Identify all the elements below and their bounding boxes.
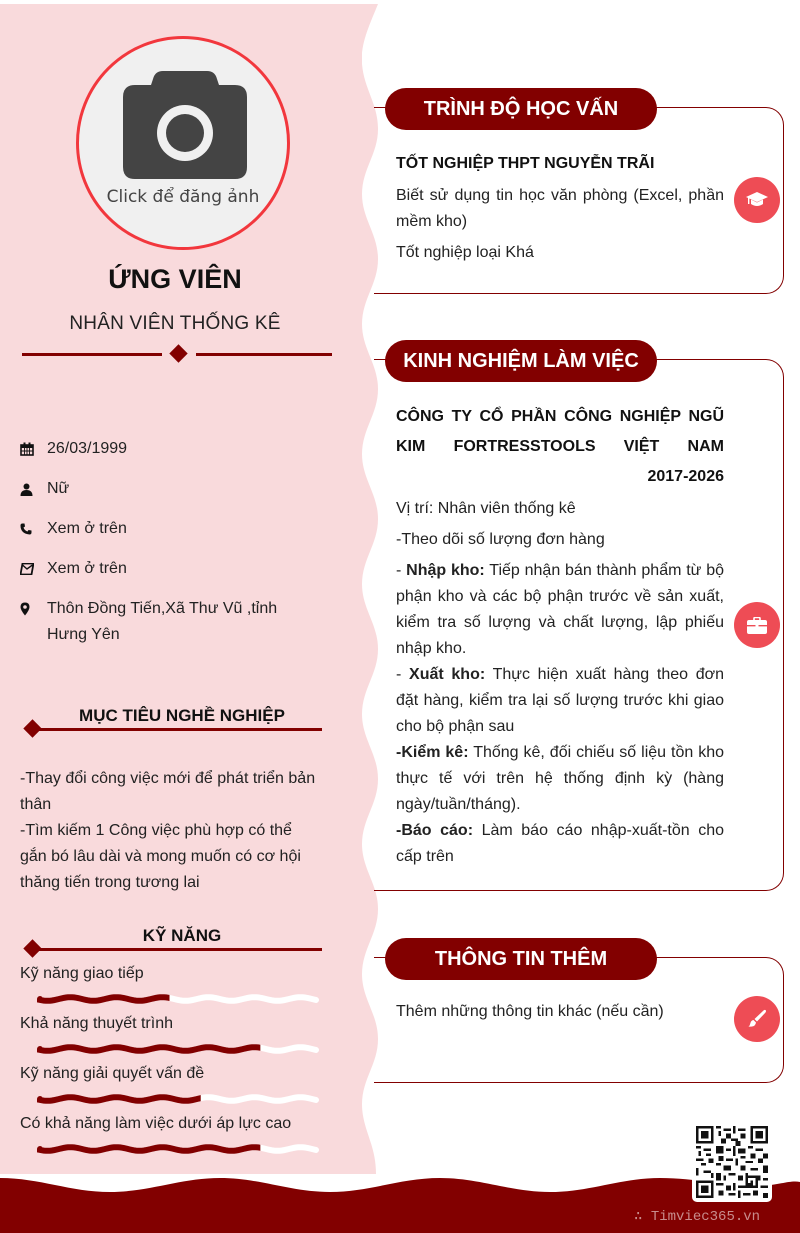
objective-text[interactable] [20, 766, 320, 896]
contact-value: Xem ở trên [47, 520, 127, 537]
skill-item[interactable] [20, 1112, 320, 1162]
experience-role: Vị trí: Nhân viên thống kê [396, 500, 576, 517]
skill-item[interactable] [20, 1062, 320, 1112]
objective-title: MỤC TIÊU NGHỀ NGHIỆP [79, 706, 285, 725]
avatar-upload[interactable] [76, 36, 290, 250]
skill-item[interactable] [20, 962, 320, 1012]
candidate-name[interactable]: ỨNG VIÊN [108, 264, 242, 294]
skill-item[interactable] [20, 1012, 320, 1062]
camera-icon [123, 71, 247, 179]
experience-heading: KINH NGHIỆM LÀM VIỆC [385, 340, 657, 382]
experience-period: 2017-2026 [647, 468, 724, 485]
duty-item: -Kiểm kê: Thống kê, đối chiếu số liệu tồn kho thực tế với trên hệ thống định kỳ (hàng ngày/tuần/tháng). [396, 744, 724, 813]
skill-name: Kỹ năng giải quyết vấn đề [20, 1065, 205, 1082]
education-line: Biết sử dụng tin học văn phòng (Excel, phần mềm kho) [396, 187, 724, 230]
skills-heading [22, 926, 322, 956]
additional-content[interactable]: Thêm những thông tin khác (nếu cần) [396, 1003, 664, 1020]
envelope-icon [20, 556, 47, 582]
qr-code[interactable] [692, 1122, 772, 1202]
skill-level-bar[interactable] [36, 1044, 320, 1054]
calendar-icon [20, 436, 47, 462]
skill-name: Có khả năng làm việc dưới áp lực cao [20, 1115, 292, 1132]
duty-label: Nhập kho: [406, 562, 485, 579]
duty-label: -Kiểm kê: [396, 744, 469, 761]
contact-phone[interactable] [20, 516, 320, 542]
education-line: Tốt nghiệp loại Khá [396, 244, 534, 261]
contact-value: Nữ [47, 480, 70, 497]
duty-label: -Báo cáo: [396, 822, 474, 839]
objective-line: -Thay đổi công việc mới để phát triển bản thân [20, 770, 316, 813]
skills-title: KỸ NĂNG [142, 926, 222, 945]
paint-brush-icon[interactable] [734, 996, 780, 1042]
contact-value: Xem ở trên [47, 560, 127, 577]
briefcase-icon[interactable] [734, 602, 780, 648]
qr-code-icon [696, 1126, 768, 1198]
skill-level-bar[interactable] [36, 1144, 320, 1154]
experience-company[interactable] [396, 402, 724, 492]
company-name: CÔNG TY CỔ PHẦN CÔNG NGHIỆP NGŨ KIM FORTRESSTOOLS VIỆT NAM [396, 408, 724, 455]
diamond-icon [23, 719, 41, 737]
contact-value: 26/03/1999 [47, 440, 128, 457]
skill-level-bar[interactable] [36, 994, 320, 1004]
graduation-cap-icon[interactable] [734, 177, 780, 223]
objective-heading [22, 706, 322, 736]
name-divider [22, 346, 332, 362]
duty-item: - Nhập kho: Tiếp nhận bán thành phẩm từ bộ phận kho và các bộ phận trước về sản xuất, kiểm tra số lượng và chất lượng, lập phiếu nhập kho. [396, 562, 725, 657]
skills-list [20, 962, 320, 1162]
avatar-upload-label: Click để đăng ảnh [106, 187, 260, 207]
duty-label: Xuất kho: [409, 666, 486, 683]
contact-birthday[interactable] [20, 436, 320, 462]
contact-email[interactable] [20, 556, 320, 582]
duty-item: -Báo cáo: Làm báo cáo nhập-xuất-tồn cho cấp trên [396, 822, 725, 865]
skill-name: Khả năng thuyết trình [20, 1015, 173, 1032]
phone-icon [20, 516, 47, 542]
objective-line: -Tìm kiếm 1 Công việc phù hợp có thể gắn bó lâu dài và mong muốn có cơ hội thăng tiến trong tương lai [20, 822, 301, 891]
experience-duties [396, 527, 724, 870]
contact-value: Thôn Đồng Tiến,Xã Thư Vũ ,tỉnh Hưng Yên [47, 600, 278, 643]
skill-name: Kỹ năng giao tiếp [20, 965, 144, 982]
diamond-icon [169, 344, 187, 362]
duty-item: -Theo dõi số lượng đơn hàng [396, 531, 605, 548]
education-content[interactable] [396, 151, 724, 266]
skill-level-bar[interactable] [36, 1094, 320, 1104]
diamond-icon [23, 939, 41, 957]
contact-info [20, 436, 320, 662]
additional-heading: THÔNG TIN THÊM [385, 938, 657, 980]
contact-gender[interactable] [20, 476, 320, 502]
school-name: TỐT NGHIỆP THPT NGUYỄN TRÃI [396, 155, 655, 172]
experience-details[interactable] [396, 496, 724, 870]
education-heading: TRÌNH ĐỘ HỌC VẤN [385, 88, 657, 130]
map-marker-icon [20, 596, 47, 622]
user-icon [20, 476, 47, 502]
brand-watermark[interactable]: ∴ Timviec365.vn [634, 1209, 761, 1225]
candidate-position[interactable]: NHÂN VIÊN THỐNG KÊ [69, 313, 281, 334]
duty-item: - Xuất kho: Thực hiện xuất hàng theo đơn đặt hàng, kiểm tra lại số lượng trước khi giao cho bộ phận sau [396, 666, 725, 735]
contact-address[interactable] [20, 596, 320, 648]
